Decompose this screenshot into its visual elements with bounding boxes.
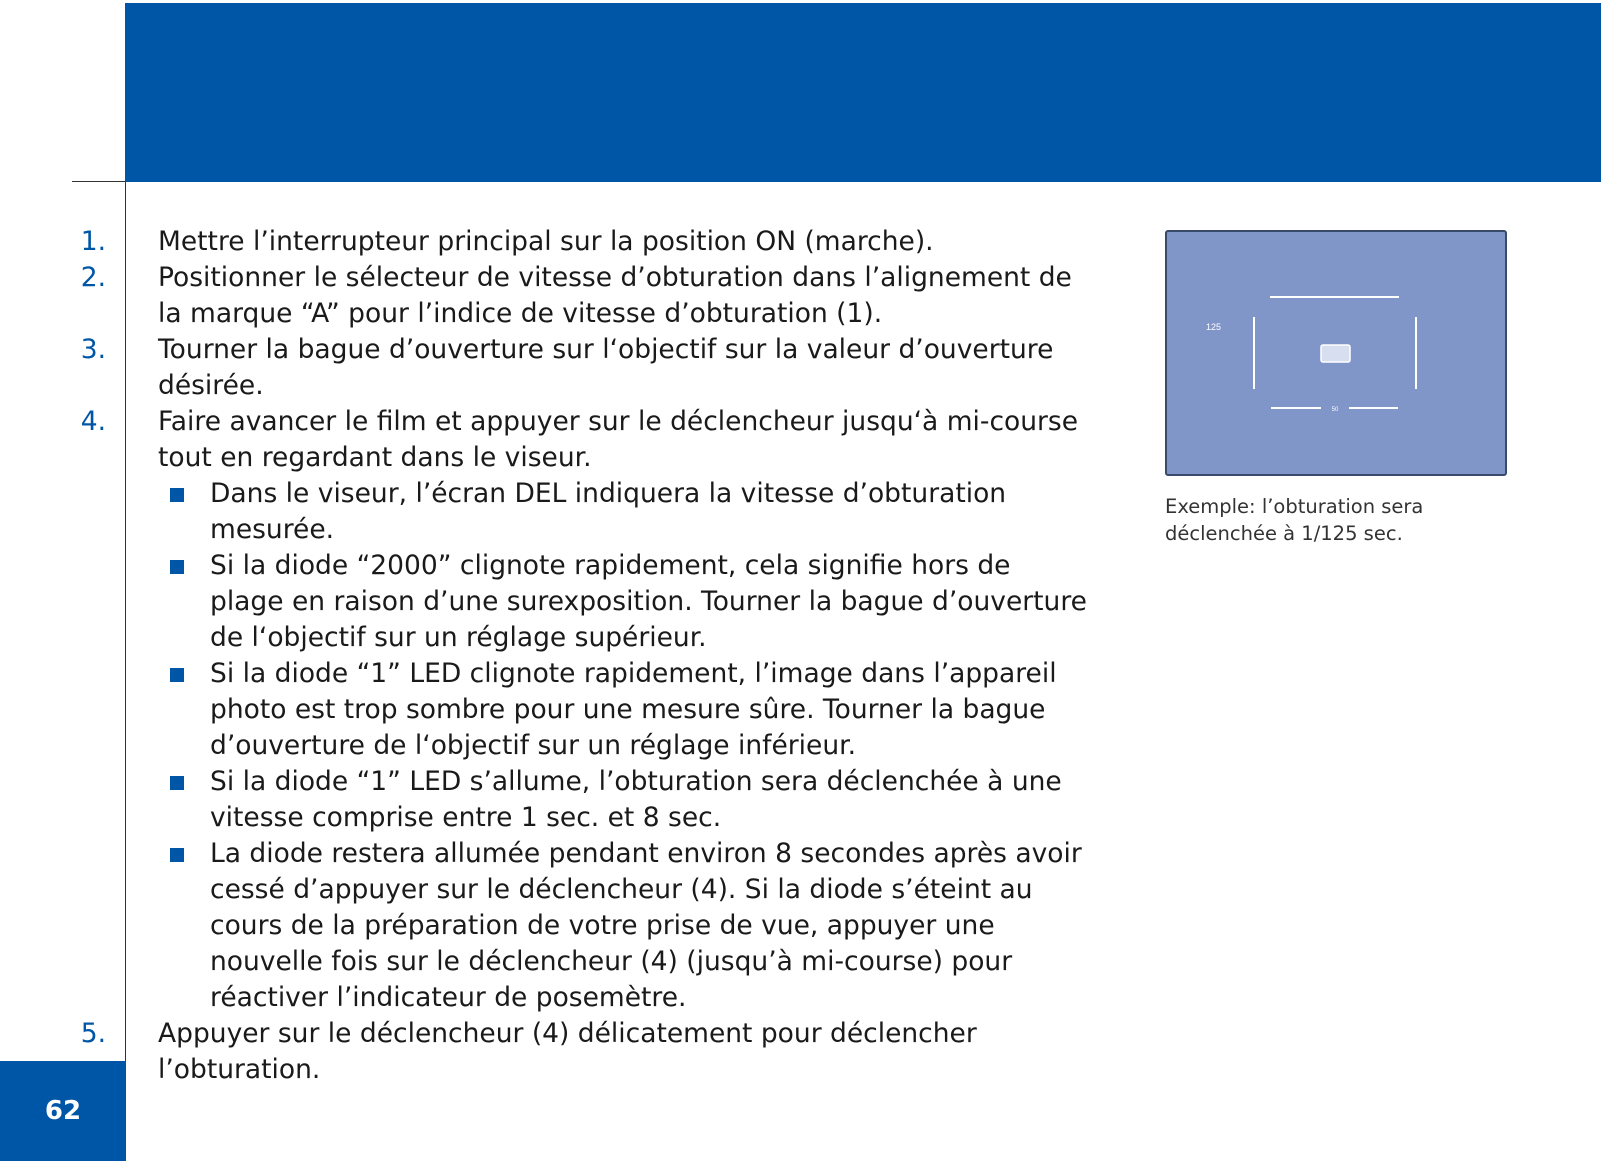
- step-number: 3.: [80, 334, 106, 365]
- step-text: Tourner la bague d’ouverture sur l‘objectif sur la valeur d’ouverture désirée.: [158, 334, 1054, 401]
- bottom-readout-label: 50: [1331, 407, 1339, 413]
- step-number: 5.: [80, 1018, 106, 1049]
- square-bullet-icon: [170, 848, 184, 862]
- step-4: [0, 404, 1098, 476]
- step-2: [0, 260, 1078, 332]
- bullet-item: [0, 548, 1090, 656]
- square-bullet-icon: [170, 776, 184, 790]
- speed-readout-label: 125: [1206, 322, 1222, 332]
- viewfinder-diagram: [1167, 232, 1505, 474]
- step-1: [0, 224, 1135, 260]
- bullet-text: Si la diode “1” LED clignote rapidement, l’image dans l’appareil photo est trop sombre pour une mesure sûre. Tourner la bague d’ouverture de l‘objectif sur un réglage inférieur.: [210, 658, 1057, 761]
- step-text: Faire avancer le film et appuyer sur le déclencheur jusqu‘à mi-course tout en regardant dans le viseur.: [158, 406, 1079, 473]
- bullet-item: [0, 836, 1090, 1016]
- step-3: [0, 332, 1135, 404]
- figure-caption: Exemple: l’obturation sera déclenchée à 1/125 sec.: [1165, 495, 1424, 545]
- step-number: 1.: [80, 226, 106, 257]
- square-bullet-icon: [170, 668, 184, 682]
- metering-spot-icon: [1321, 345, 1350, 362]
- step-text: Positionner le sélecteur de vitesse d’obturation dans l’alignement de la marque “A” pour l’indice de vitesse d’obturation (1).: [158, 262, 1072, 329]
- square-bullet-icon: [170, 560, 184, 574]
- step-text: Mettre l’interrupteur principal sur la position ON (marche).: [158, 226, 934, 257]
- viewfinder-illustration: [1165, 230, 1507, 476]
- bullet-item: [0, 656, 1110, 764]
- page-number-box: [0, 1061, 126, 1161]
- bullet-text: Si la diode “2000” clignote rapidement, cela signifie hors de plage en raison d’une surexposition. Tourner la bague d’ouverture de l‘objectif sur un réglage supérieur.: [210, 550, 1087, 653]
- page-number: 62: [44, 1096, 82, 1126]
- step-5: [0, 1016, 1135, 1088]
- step-text: Appuyer sur le déclencheur (4) délicatement pour déclencher l’obturation.: [158, 1018, 977, 1085]
- step-number: 4.: [80, 406, 106, 437]
- bullet-item: [0, 476, 1135, 548]
- bullet-text: Dans le viseur, l’écran DEL indiquera la vitesse d’obturation mesurée.: [210, 478, 1007, 545]
- instructions: [0, 224, 1135, 1088]
- step-number: 2.: [80, 262, 106, 293]
- bullet-text: Si la diode “1” LED s’allume, l’obturation sera déclenchée à une vitesse comprise entre 1 sec. et 8 sec.: [210, 766, 1062, 833]
- bullet-item: [0, 764, 1110, 836]
- square-bullet-icon: [170, 488, 184, 502]
- bullet-text: La diode restera allumée pendant environ 8 secondes après avoir cessé d’appuyer sur le déclencheur (4). Si la diode s’éteint au cours de la préparation de votre prise de vue, appuyer une nouvelle fois sur le déclencheur (4) (jusqu’à mi-course) pour réactiver l’indicateur de posemètre.: [210, 838, 1082, 1013]
- header-rule: [72, 181, 125, 182]
- header-band: [125, 3, 1601, 182]
